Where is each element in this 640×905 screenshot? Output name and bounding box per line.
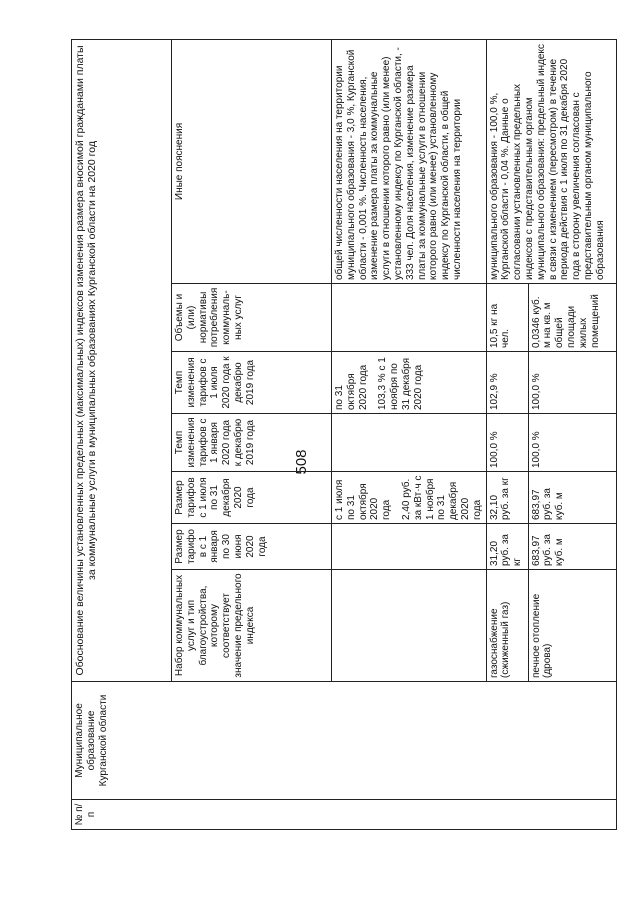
prev-rate-jan xyxy=(332,414,487,472)
prev-tariff-jul-dec-line1: с 1 июля по 31 октября 2020 года xyxy=(334,479,393,520)
gas-rate-jan: 100,0 % xyxy=(486,414,528,472)
header-municipality: Муниципальное образование Курганской области xyxy=(72,682,617,800)
gas-volumes: 10,5 кг на чел. xyxy=(486,284,528,352)
prev-tariff-jan-jun xyxy=(332,524,487,570)
prev-rate-jul-line1: по 31 октября 2020 года xyxy=(334,364,369,410)
prev-tariff-jul-dec xyxy=(332,472,487,524)
rotated-table-container xyxy=(71,40,611,830)
heat-service-set: печное отопление (дрова) xyxy=(528,570,616,682)
prev-notes: общей численности населения на территории муниципального образования - 3,0 %, Курганской области - 0,001 %. Численность населения, изменение размера платы за коммунальные услуги в отношении которого равно (или менее) установленному индексу по Курганской области, - 333 чел. Доля населения, изменение размера платы за коммунальные услуги в отношении которого равно (или менее) установленному индексу по Курганской области, в общей численности населения на территории xyxy=(332,39,487,283)
heat-rate-jul: 100,0 % xyxy=(528,352,616,414)
header-notes: Иные пояснения xyxy=(172,39,332,283)
gas-tariff-jul-dec: 32,10 руб. за кг xyxy=(486,472,528,524)
page-number: 508 xyxy=(293,449,310,475)
prev-rate-jul-line2: 103,3 % с 1 ноября по 31 декабря 2020 года xyxy=(377,357,424,410)
heat-notes: муниципального образования - 100,0 %, Курганской области - 0,04 %. Данные о согласовании установленных предельных индексов с представительным органом муниципального образования: предельный индекс в связи с изменением (пересмотром) в течение периода действия с 1 июля по 31 декабря 2020 года в сторону увеличения согласован с представительным органом муниципального образования xyxy=(486,39,616,283)
header-rate-jan: Темп изменения тарифов с 1 января 2020 года к декабрю 2019 года xyxy=(172,414,332,472)
gas-service-set: газоснабжение (сжиженный газ) xyxy=(486,570,528,682)
heat-tariff-jan-jun: 683,97 руб. за куб. м xyxy=(528,524,616,570)
header-rate-jul: Темп изменения тарифов с 1 июля 2020 года к декабрю 2019 года xyxy=(172,352,332,414)
prev-tariff-jul-dec-line2: 2,40 руб. за кВт·ч с 1 ноября по 31 декабря 2020 года xyxy=(400,475,483,520)
prev-service-set xyxy=(332,570,487,682)
gas-tariff-jan-jun: 31,20 руб. за кг xyxy=(486,524,528,570)
heat-tariff-jul-dec: 683,97 руб. за куб. м xyxy=(528,472,616,524)
gas-rate-jul: 102,9 % xyxy=(486,352,528,414)
header-tariff-jul-dec: Размер тарифов с 1 июля по 31 декабря 2020 года xyxy=(172,472,332,524)
header-tariff-jan-jun: Размер тарифов с 1 января по 30 июня 2020 года xyxy=(172,524,332,570)
header-service-set: Набор коммунальных услуг и тип благоустройства, которому соответствует значение предельного индекса xyxy=(172,570,332,682)
tariff-index-table xyxy=(71,39,617,830)
header-num: № п/п xyxy=(72,800,617,830)
prev-rate-jul xyxy=(332,352,487,414)
heat-volumes: 0,0346 куб. м на кв. м общей площади жилых помещений xyxy=(528,284,616,352)
header-volumes: Объемы и (или) нормативы потребления коммуналь-ных услуг xyxy=(172,284,332,352)
prev-volumes xyxy=(332,284,487,352)
table-title: Обоснование величины установленных предельных (максимальных) индексов изменения размера вносимой гражданами платы за коммунальные услуги в муниципальных образованиях Курганской области на 2020 год xyxy=(72,39,172,681)
heat-rate-jan: 100,0 % xyxy=(528,414,616,472)
